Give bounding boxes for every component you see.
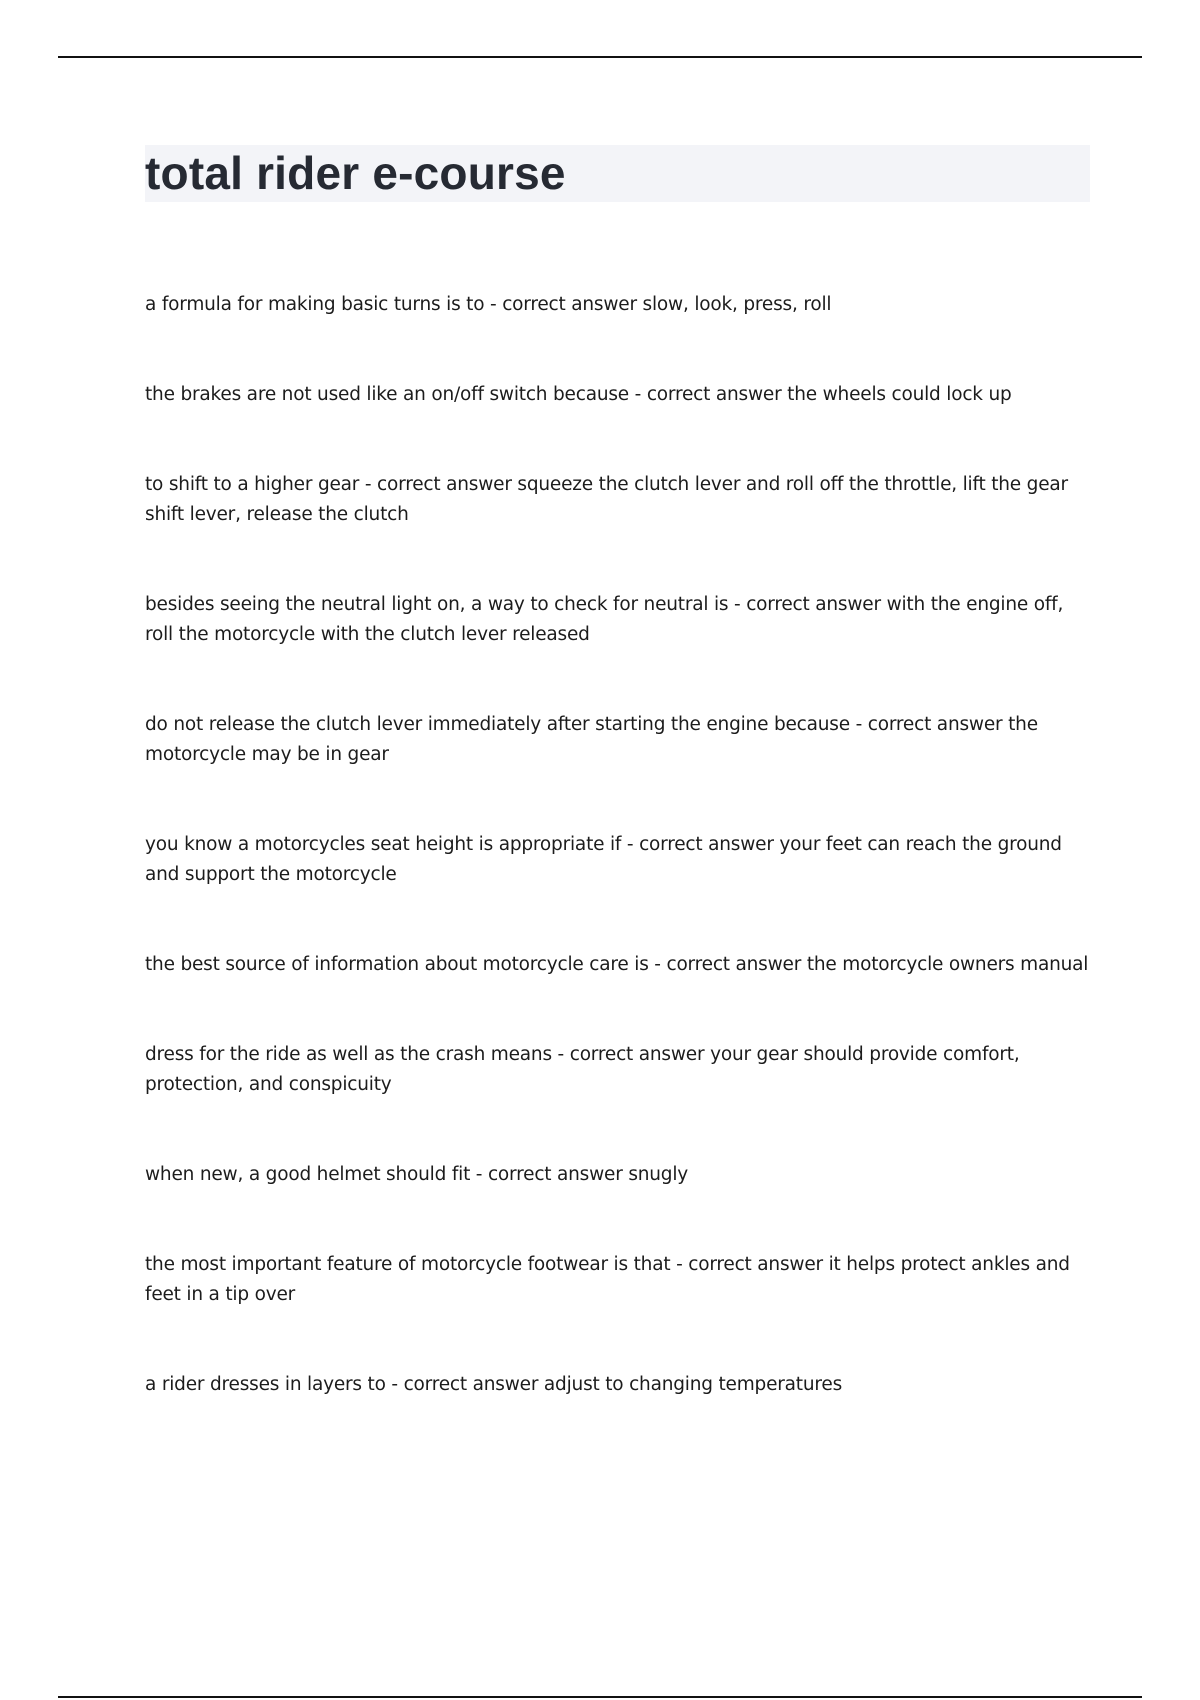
qa-item: the best source of information about motorcycle care is - correct answer the motorcycle owners manual [145, 954, 1089, 975]
qa-item: besides seeing the neutral light on, a way to check for neutral is - correct answer with the engine off, roll the motorcycle with the clutch lever released [145, 594, 1064, 645]
qa-item: a formula for making basic turns is to - correct answer slow, look, press, roll [145, 294, 832, 315]
qa-item: the most important feature of motorcycle footwear is that - correct answer it helps protect ankles and feet in a tip over [145, 1254, 1070, 1305]
qa-item: you know a motorcycles seat height is appropriate if - correct answer your feet can reach the ground and support the motorcycle [145, 834, 1062, 885]
qa-item: the brakes are not used like an on/off switch because - correct answer the wheels could lock up [145, 384, 1012, 405]
qa-item: a rider dresses in layers to - correct answer adjust to changing temperatures [145, 1374, 843, 1395]
page-title: total rider e-course [145, 147, 566, 199]
question-answer-list [145, 290, 1090, 1460]
bottom-rule [58, 1696, 1142, 1698]
qa-item: dress for the ride as well as the crash means - correct answer your gear should provide comfort, protection, and conspicuity [145, 1044, 1020, 1095]
top-rule [58, 56, 1142, 58]
qa-item: to shift to a higher gear - correct answer squeeze the clutch lever and roll off the throttle, lift the gear shift lever, release the clutch [145, 474, 1068, 525]
qa-item: do not release the clutch lever immediately after starting the engine because - correct answer the motorcycle may be in gear [145, 714, 1038, 765]
qa-item: when new, a good helmet should fit - correct answer snugly [145, 1164, 689, 1185]
